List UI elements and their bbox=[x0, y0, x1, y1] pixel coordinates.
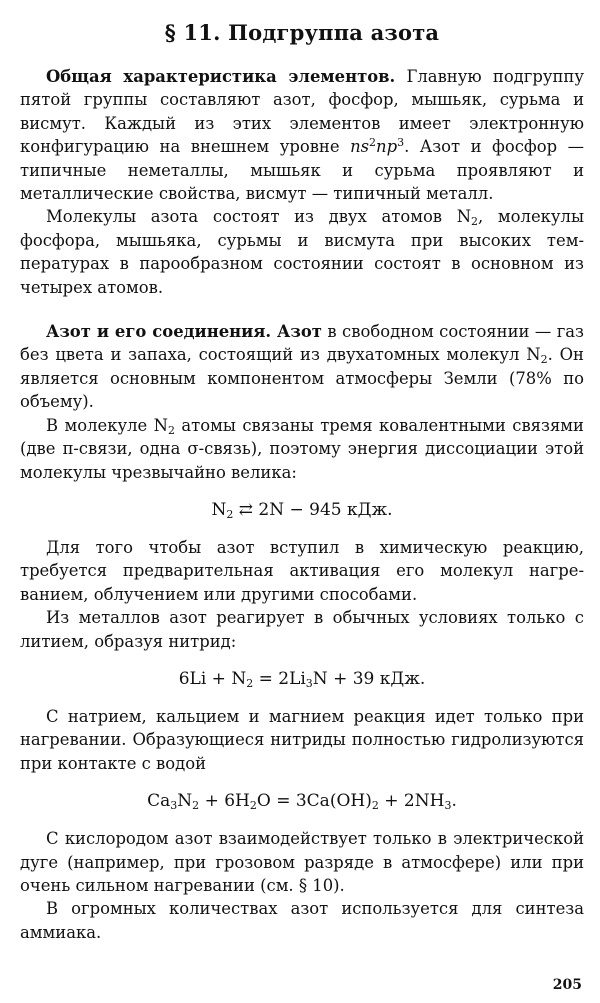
text-fragment: в свободном состоянии — газ без цвета и запаха, состоящий из двухатомных молекул N bbox=[20, 322, 584, 365]
page-title: § 11. Подгруппа азота bbox=[164, 20, 440, 45]
text-fragment: , молекулы фосфора, мышьяка, сурьмы и висмута при высоких температурах в парообразном состоянии состоят в основном из четырех атомов. bbox=[20, 207, 584, 297]
paragraph-general-characteristics bbox=[20, 65, 584, 205]
eq-part: N bbox=[211, 499, 227, 520]
eq-part: ⇄ 2N − 945 кДж. bbox=[233, 499, 393, 520]
text-fragment: Главную подгруппу пятой группы составляют азот, фосфор, мышьяк, сурьма и висмут. Каждый из этих элементов имеет электронную конфигурацию на внешнем уровне bbox=[20, 67, 584, 157]
eq-part: . bbox=[451, 791, 457, 812]
paragraph-heating: С натрием, кальцием и магнием реакция идет только при нагревании. Образующиеся нитриды полностью гидролизуются при контакте с водой bbox=[20, 706, 584, 773]
config-np-exponent: 3 bbox=[397, 136, 405, 150]
text-fragment: . Он является основным компонентом атмосферы Земли (78% по объему). bbox=[20, 345, 584, 412]
equation-hydrolysis bbox=[20, 789, 584, 813]
eq-part: N + 39 кДж. bbox=[312, 668, 426, 689]
eq-part: 6Li + N bbox=[178, 668, 247, 689]
eq-subscript: 2 bbox=[192, 799, 200, 813]
text-fragment: атомы связаны тремя ковалентными связями (две π-связи, одна σ-связь), поэтому энергия диссоциации этой молекулы чрезвычайно велика: bbox=[20, 415, 584, 482]
paragraph-activation: Для того чтобы азот вступил в химическую реакцию, требуется предварительная активация его молекул нагреванием, облучением или другими способами. bbox=[20, 537, 584, 604]
eq-part: N bbox=[177, 791, 193, 812]
eq-subscript: 2 bbox=[226, 507, 234, 521]
eq-subscript: 3 bbox=[444, 799, 452, 813]
config-np: np bbox=[376, 137, 398, 157]
paragraph-ammonia: В огромных количествах азот используется для синтеза аммиака. bbox=[20, 899, 584, 942]
eq-part: + 2NH bbox=[378, 791, 445, 812]
eq-subscript: 2 bbox=[246, 676, 254, 690]
paragraph-metals: Из металлов азот реагирует в обычных условиях только с литием, образуя нитрид: bbox=[20, 608, 584, 651]
subscript: 2 bbox=[471, 215, 479, 229]
paragraph-molecules bbox=[20, 205, 584, 299]
eq-subscript: 3 bbox=[170, 799, 178, 813]
paragraph-oxygen: С кислородом азот взаимодействует только в электрической дуге (например, при грозовом разряде в атмосфере) или при очень сильном нагревании (см. § 10). bbox=[20, 829, 584, 895]
section-lead-general: Общая характеристика элементов. bbox=[46, 67, 396, 86]
eq-part: + 6H bbox=[199, 791, 250, 812]
eq-subscript: 3 bbox=[305, 676, 313, 690]
text-fragment: В молекуле N bbox=[46, 415, 168, 435]
equation-lithium-nitride bbox=[20, 667, 584, 691]
subscript: 2 bbox=[167, 423, 175, 437]
page-number: 205 bbox=[552, 977, 582, 993]
paragraph-bonds bbox=[20, 414, 584, 484]
config-ns: ns bbox=[350, 137, 370, 157]
text-fragment: . Азот и фосфор — типичные неметаллы, мышьяк и сурьма проявляют и металлические свойства, висмут — типичный металл. bbox=[20, 137, 584, 204]
paragraph-nitrogen-intro bbox=[20, 320, 584, 414]
text-fragment: Молекулы азота состоят из двух атомов N bbox=[46, 207, 472, 227]
eq-part: = 2Li bbox=[253, 668, 306, 689]
eq-subscript: 2 bbox=[371, 799, 379, 813]
subscript: 2 bbox=[540, 353, 548, 367]
config-ns-exponent: 2 bbox=[369, 136, 377, 150]
eq-subscript: 2 bbox=[249, 799, 257, 813]
section-lead-nitrogen: Азот и его соединения. Азот bbox=[46, 322, 322, 342]
eq-part: Ca bbox=[147, 791, 171, 812]
equation-dissociation bbox=[20, 498, 584, 522]
eq-part: O = 3Ca(OH) bbox=[256, 791, 372, 812]
